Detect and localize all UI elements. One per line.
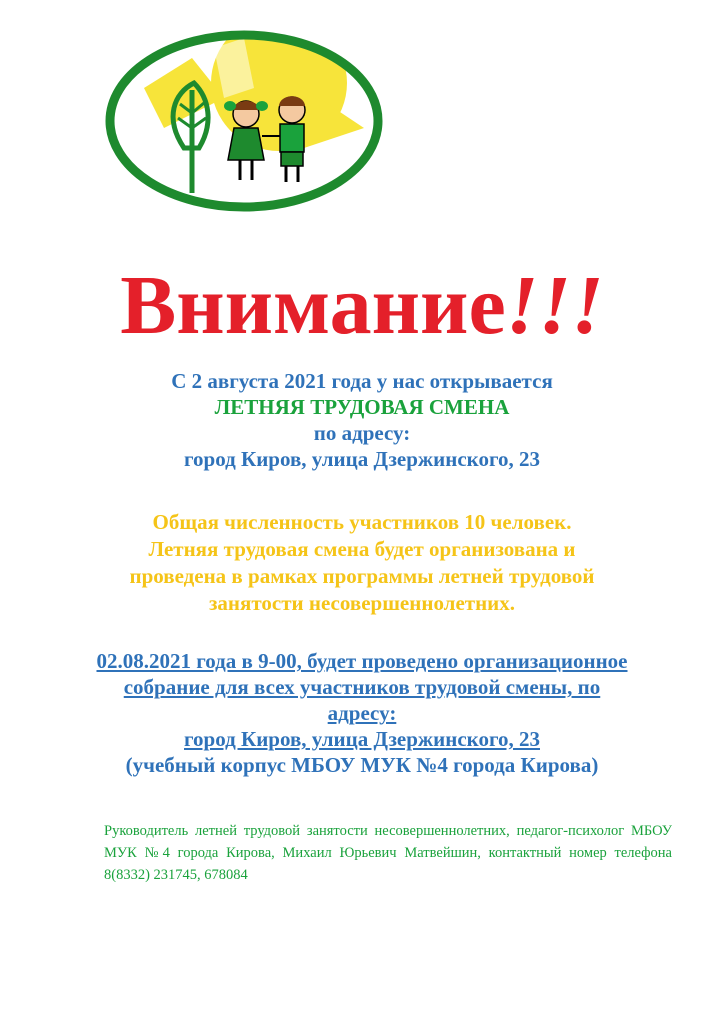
meeting-line-2: собрание для всех участников трудовой смены, по: [123, 675, 601, 699]
intro-line-2: ЛЕТНЯЯ ТРУДОВАЯ СМЕНА: [214, 395, 510, 419]
intro-block: [40, 368, 684, 472]
summer-camp-logo-icon: [104, 28, 384, 214]
intro-line-1: С 2 августа 2021 года у нас открывается: [171, 369, 553, 393]
meeting-line-4: [40, 726, 684, 752]
meeting-line-3-text: адресу:: [327, 701, 397, 725]
meeting-line-3: [40, 700, 684, 726]
meeting-line-5: (учебный корпус МБОУ МУК №4 города Кирова): [125, 753, 599, 777]
title-exclamation: !!!: [505, 259, 604, 352]
intro-line-3: по адресу:: [313, 421, 411, 445]
info-line-1: Общая численность участников 10 человек.: [152, 510, 572, 534]
intro-line-4: город Киров, улица Дзержинского, 23: [184, 447, 540, 471]
info-block: [40, 509, 684, 617]
info-line-4: занятости несовершеннолетних.: [208, 591, 516, 615]
page-title: [0, 258, 724, 354]
title-word: Внимание: [120, 259, 506, 352]
info-line-3: проведена в рамках программы летней трудовой: [129, 564, 595, 588]
info-line-2: Летняя трудовая смена будет организована и: [148, 537, 576, 561]
meeting-block: [40, 648, 684, 778]
contact-footer: Руководитель летней трудовой занятости несовершеннолетних, педагог-психолог МБОУ МУК №4 города Кирова, Михаил Юрьевич Матвейшин, контактный номер телефона 8(8332) 231745, 678084: [104, 823, 672, 883]
meeting-line-4-text: город Киров, улица Дзержинского, 23: [184, 727, 540, 751]
meeting-line-1: 02.08.2021 года в 9-00, будет проведено организационное: [96, 649, 628, 673]
